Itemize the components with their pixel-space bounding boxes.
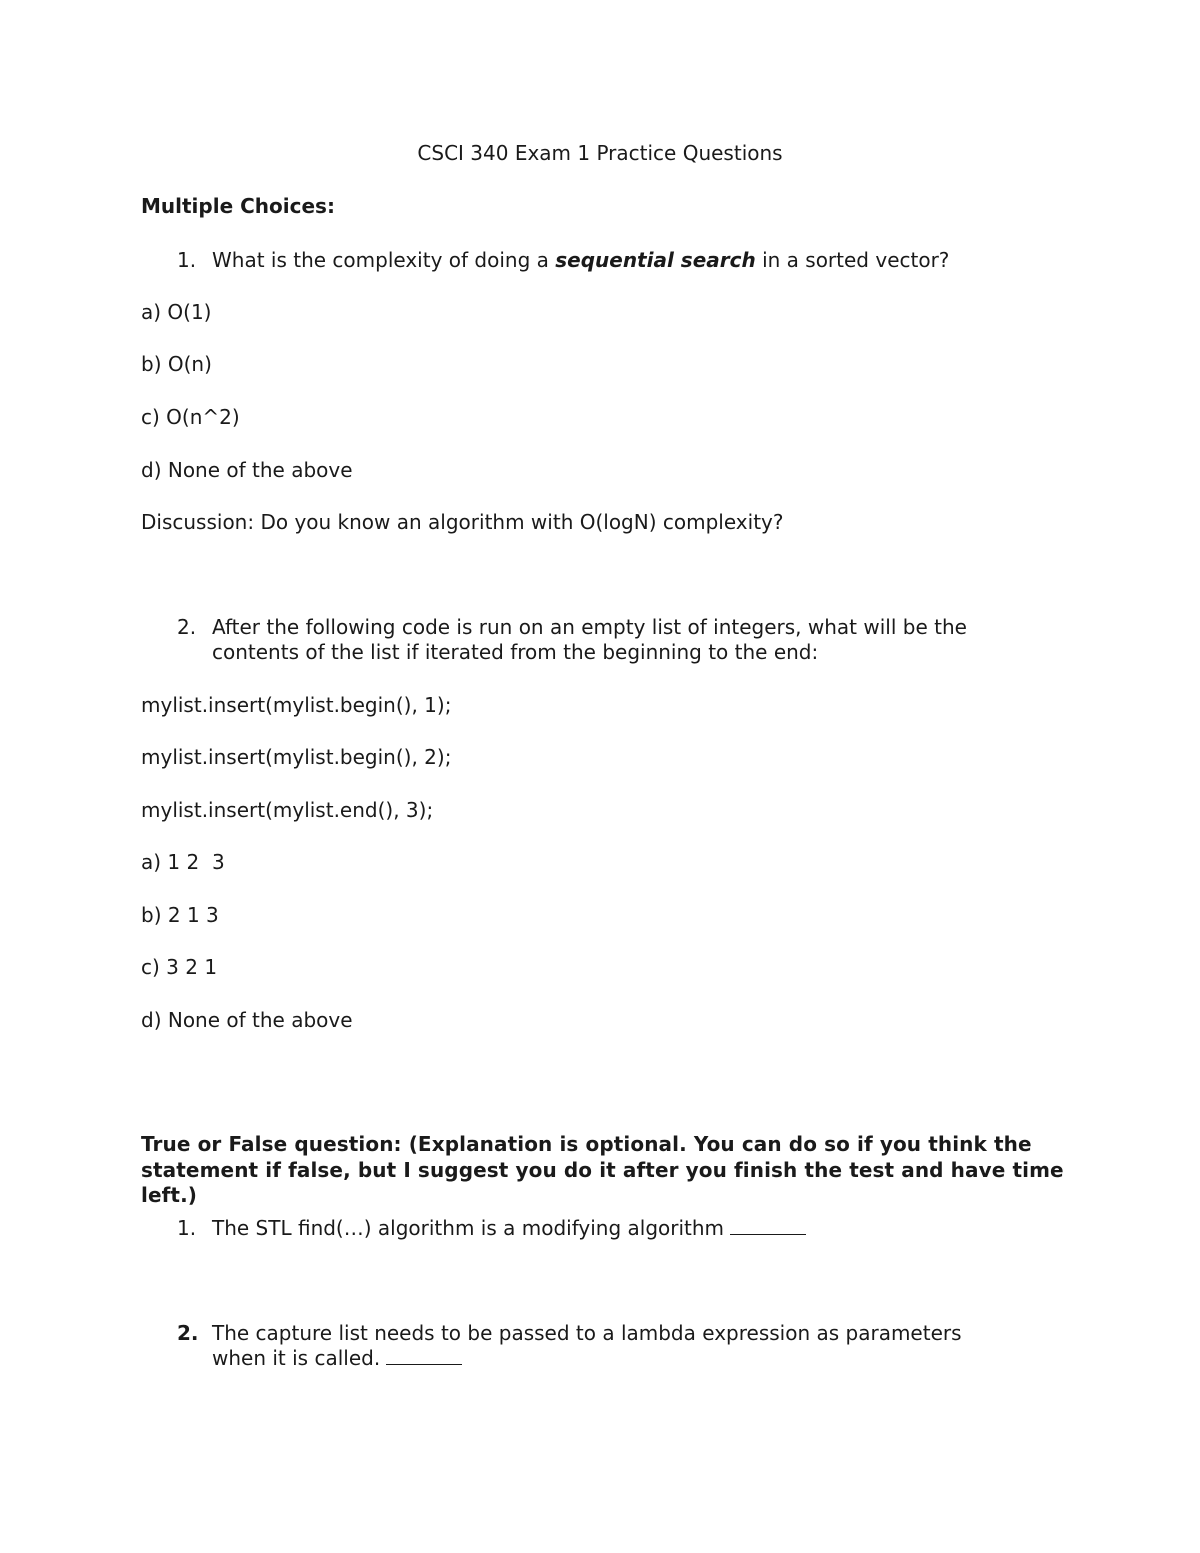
q2-option-a: a) 1 2 3 (141, 850, 225, 874)
question-text-before: What is the complexity of doing a (212, 248, 556, 272)
code-line-2: mylist.insert(mylist.begin(), 2); (141, 745, 452, 769)
question-number: 1. (177, 1216, 197, 1240)
multiple-choice-heading: Multiple Choices: (141, 194, 335, 218)
answer-blank[interactable] (730, 1216, 806, 1235)
code-line-1: mylist.insert(mylist.begin(), 1); (141, 693, 452, 717)
question-text-line-2 (212, 1345, 462, 1371)
question-text (212, 247, 949, 273)
question-text-line-2-body: when it is called. (212, 1346, 381, 1370)
question-text-line-1: The capture list needs to be passed to a lambda expression as parameters (212, 1321, 962, 1345)
q2-option-b: b) 2 1 3 (141, 903, 219, 927)
q1-option-d: d) None of the above (141, 458, 353, 482)
q1-option-a: a) O(1) (141, 300, 212, 324)
q1-option-c: c) O(n^2) (141, 405, 240, 429)
question-text-line-2: contents of the list if iterated from the beginning to the end: (212, 640, 819, 664)
question-number: 1. (177, 248, 197, 272)
code-line-3: mylist.insert(mylist.end(), 3); (141, 798, 434, 822)
question-emphasis: sequential search (555, 248, 756, 272)
question-number: 2. (177, 615, 197, 639)
question-text-after: in a sorted vector? (755, 248, 950, 272)
question-number: 2. (177, 1321, 199, 1345)
true-false-heading: True or False question: (Explanation is optional. You can do so if you think the statement if false, but I suggest you do it after you finish the test and have time left.) (141, 1132, 1064, 1207)
answer-blank[interactable] (386, 1346, 462, 1365)
q1-option-b: b) O(n) (141, 352, 212, 376)
q2-option-c: c) 3 2 1 (141, 955, 218, 979)
question-text (212, 1215, 806, 1241)
question-text-line-1: After the following code is run on an empty list of integers, what will be the (212, 615, 967, 639)
q1-discussion: Discussion: Do you know an algorithm with O(logN) complexity? (141, 510, 784, 534)
q2-option-d: d) None of the above (141, 1008, 353, 1032)
page-title: CSCI 340 Exam 1 Practice Questions (417, 141, 783, 165)
question-text-body: The STL find(…) algorithm is a modifying algorithm (212, 1216, 725, 1240)
